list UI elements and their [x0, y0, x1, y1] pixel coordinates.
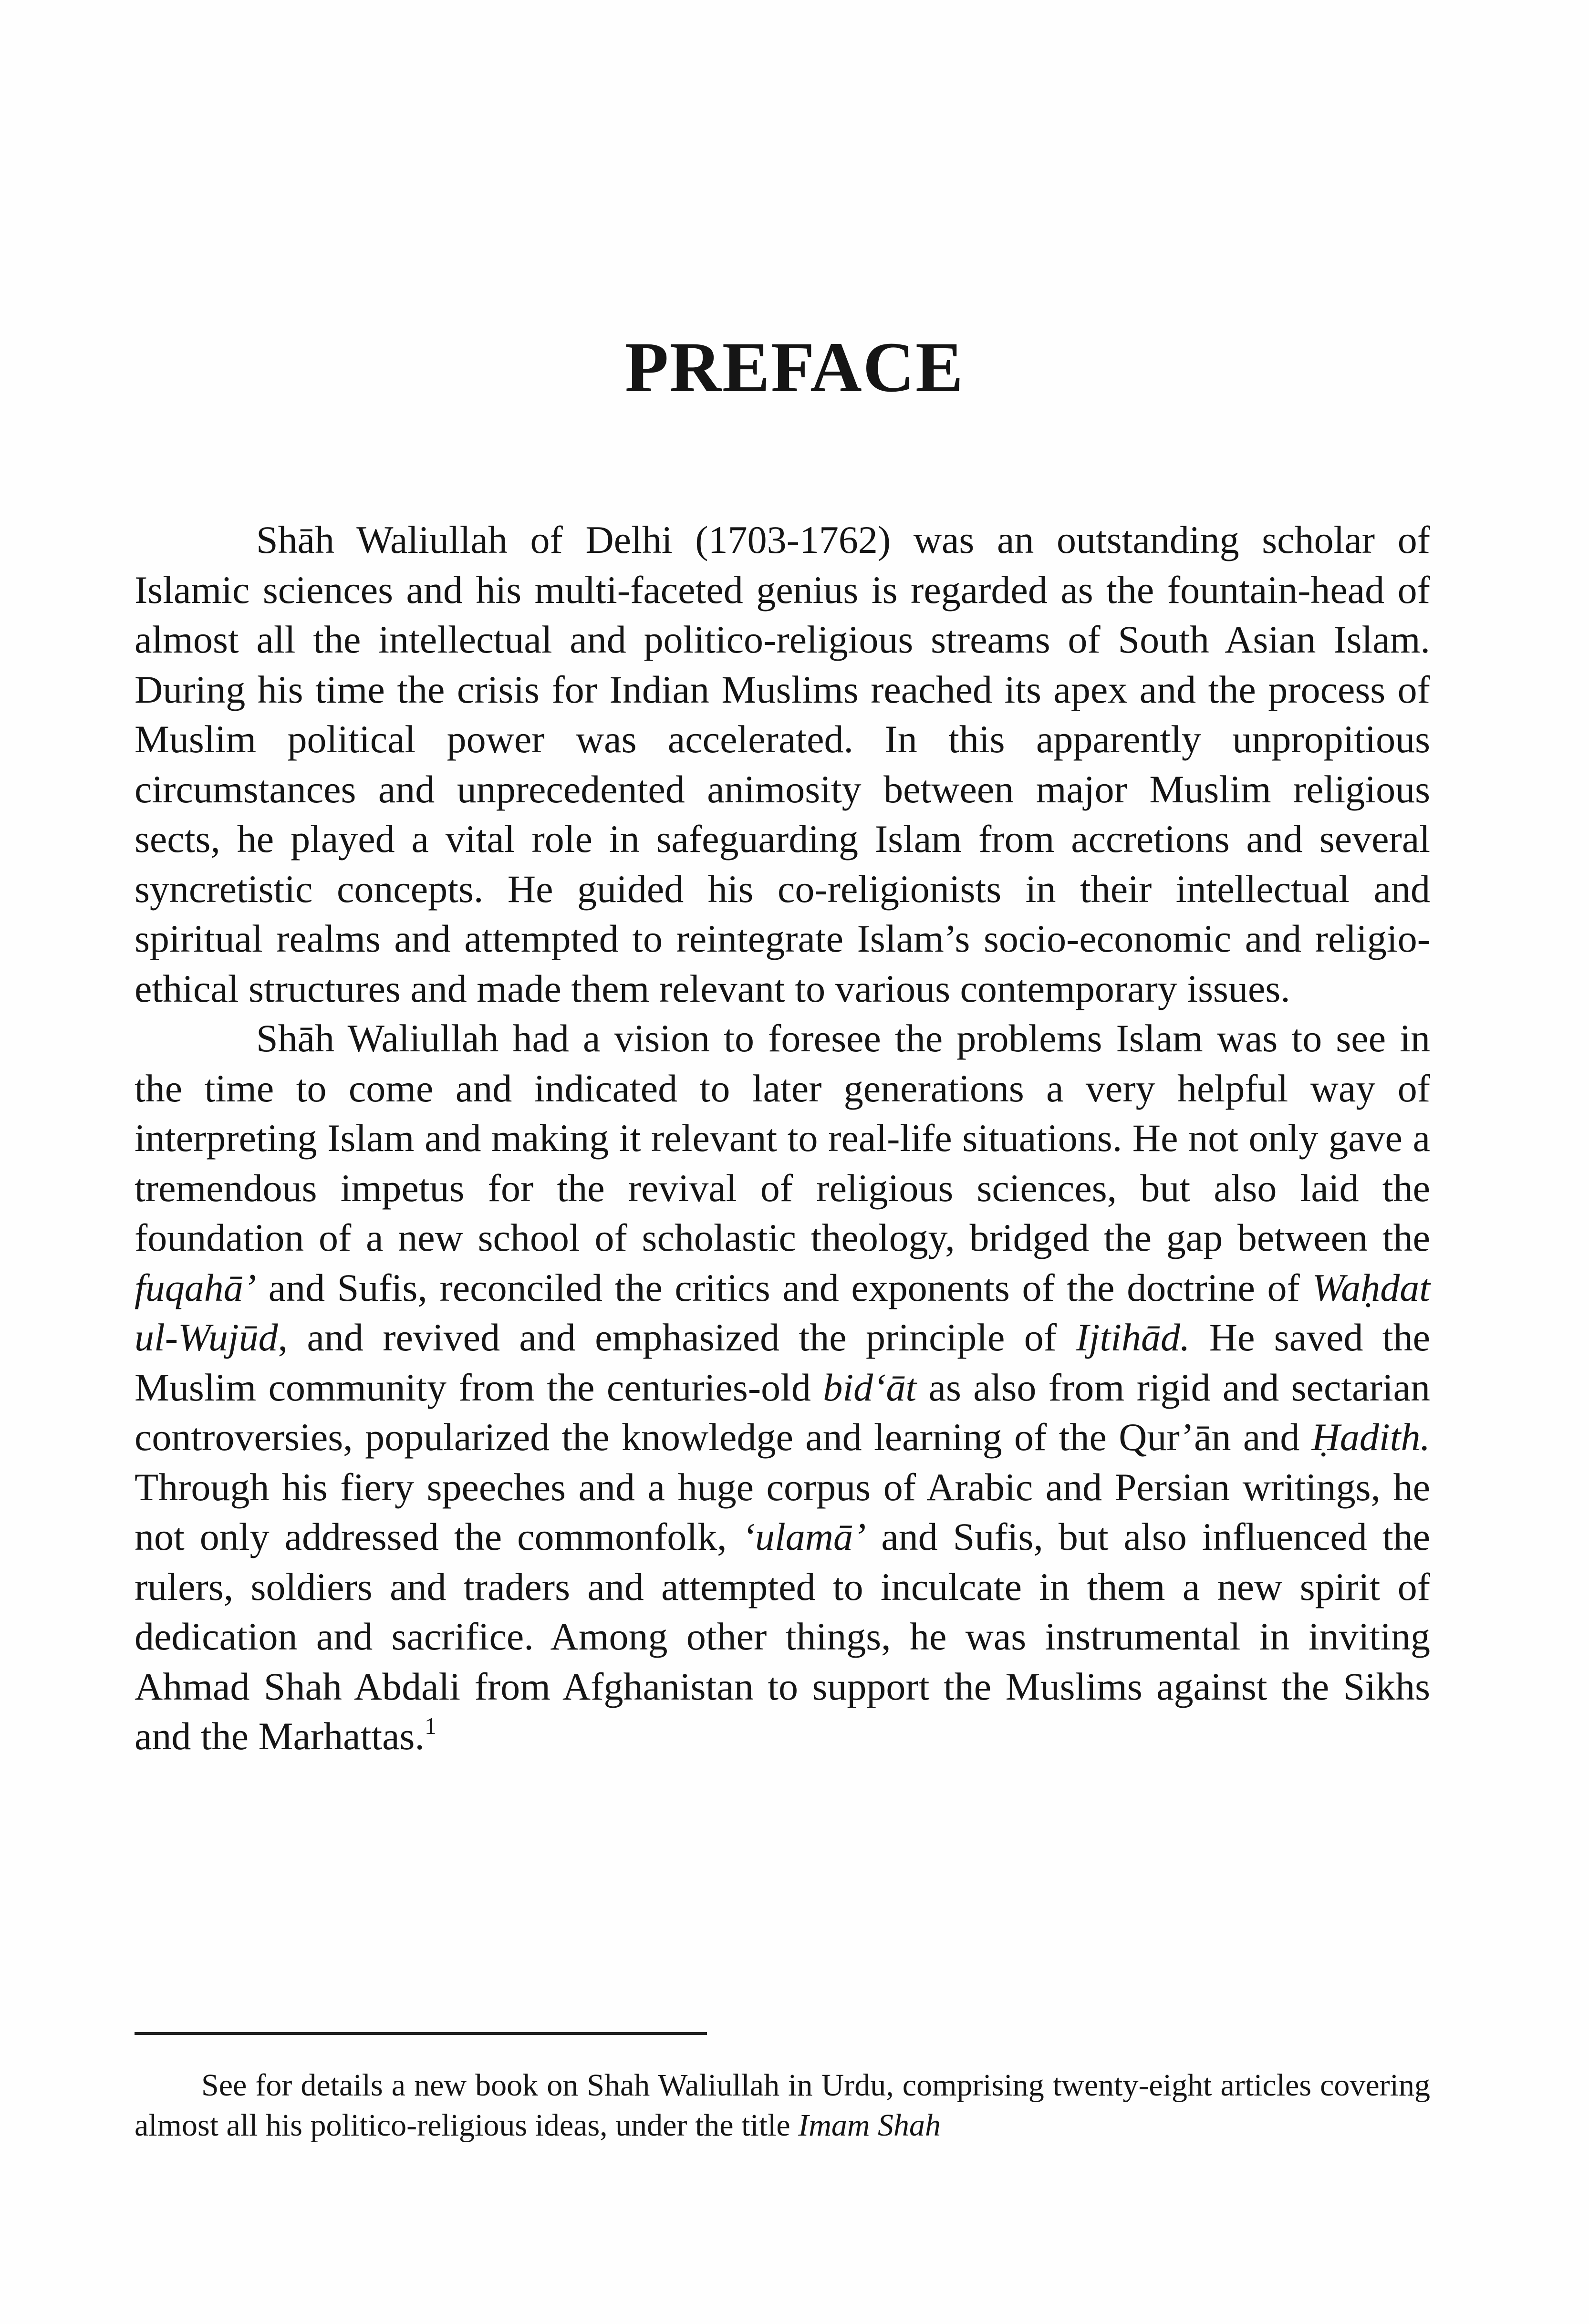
term-ijtihad: Ijtihād. [1076, 1316, 1190, 1359]
paragraph-2 [135, 1014, 1430, 1762]
paragraph-2-text-4: He saved the Muslim community from the centuries-old [135, 1316, 1430, 1409]
paragraph-2-text-2: and Sufis, reconciled the critics and exponents of the doctrine of [256, 1266, 1312, 1309]
paragraph-2-text-1: Shāh Waliullah had a vision to foresee the problems Islam was to see in the time to come and indicated to later generations a very helpful way of interpreting Islam and making it relevant to real-life situations. He not only gave a tremendous impetus for the revival of religious sciences, but also laid the foundation of a new school of scholastic theology, bridged the gap between the [135, 1017, 1430, 1259]
paragraph-2-text-3: , and revived and emphasized the principle of [278, 1316, 1076, 1359]
footnote-text: See for details a new book on Shah Waliullah in Urdu, comprising twenty-eight articles covering almost all his politico-religious ideas, under the title [135, 2068, 1430, 2143]
footnote-marker: 1 [424, 1712, 436, 1739]
term-ulama: ‘ulamā’ [742, 1515, 866, 1558]
term-fuqaha: fuqahā’ [135, 1266, 257, 1309]
page-title: PREFACE [624, 328, 965, 407]
footnote [135, 2065, 1430, 2146]
paragraph-2-text-6: Through his fiery speeches and a huge corpus of Arabic and Persian writings, he not only addressed the commonfolk, [135, 1465, 1430, 1558]
term-hadith: Ḥadith. [1311, 1415, 1430, 1459]
term-wahdat-ul-wujud: Waḥdat ul-Wujūd [135, 1266, 1430, 1359]
body-text [135, 515, 1430, 1762]
paragraph-2-text-7: and Sufis, but also influenced the rulers, soldiers and traders and attempted to inculcate in them a new spirit of dedication and sacrifice. Among other things, he was instrumental in inviting Ahmad Shah Abdali from Afghanistan to support the Muslims against the Sikhs and the Marhattas. [135, 1515, 1431, 1758]
paragraph-1: Shāh Waliullah of Delhi (1703-1762) was an outstanding scholar of Islamic sciences and his multi-faceted genius is regarded as the fountain-head of almost all the intellectual and politico-religious streams of South Asian Islam. During his time the crisis for Indian Muslims reached its apex and the process of Muslim political power was accelerated. In this apparently unpropitious circumstances and unprecedented animosity between major Muslim religious sects, he played a vital role in safeguarding Islam from accretions and several syncretistic concepts. He guided his co-religionists in their intellectual and spiritual realms and attempted to reintegrate Islam’s socio-economic and religio-ethical structures and made them relevant to various contemporary issues. [135, 518, 1430, 1010]
paragraph-2-text-5: as also from rigid and sectarian controversies, popularized the knowledge and learning of the Qur’ān and [135, 1365, 1431, 1459]
footnote-divider [135, 2032, 707, 2035]
footnote-book-title: Imam Shah [798, 2108, 941, 2143]
term-bidat: bid‘āt [823, 1365, 917, 1409]
